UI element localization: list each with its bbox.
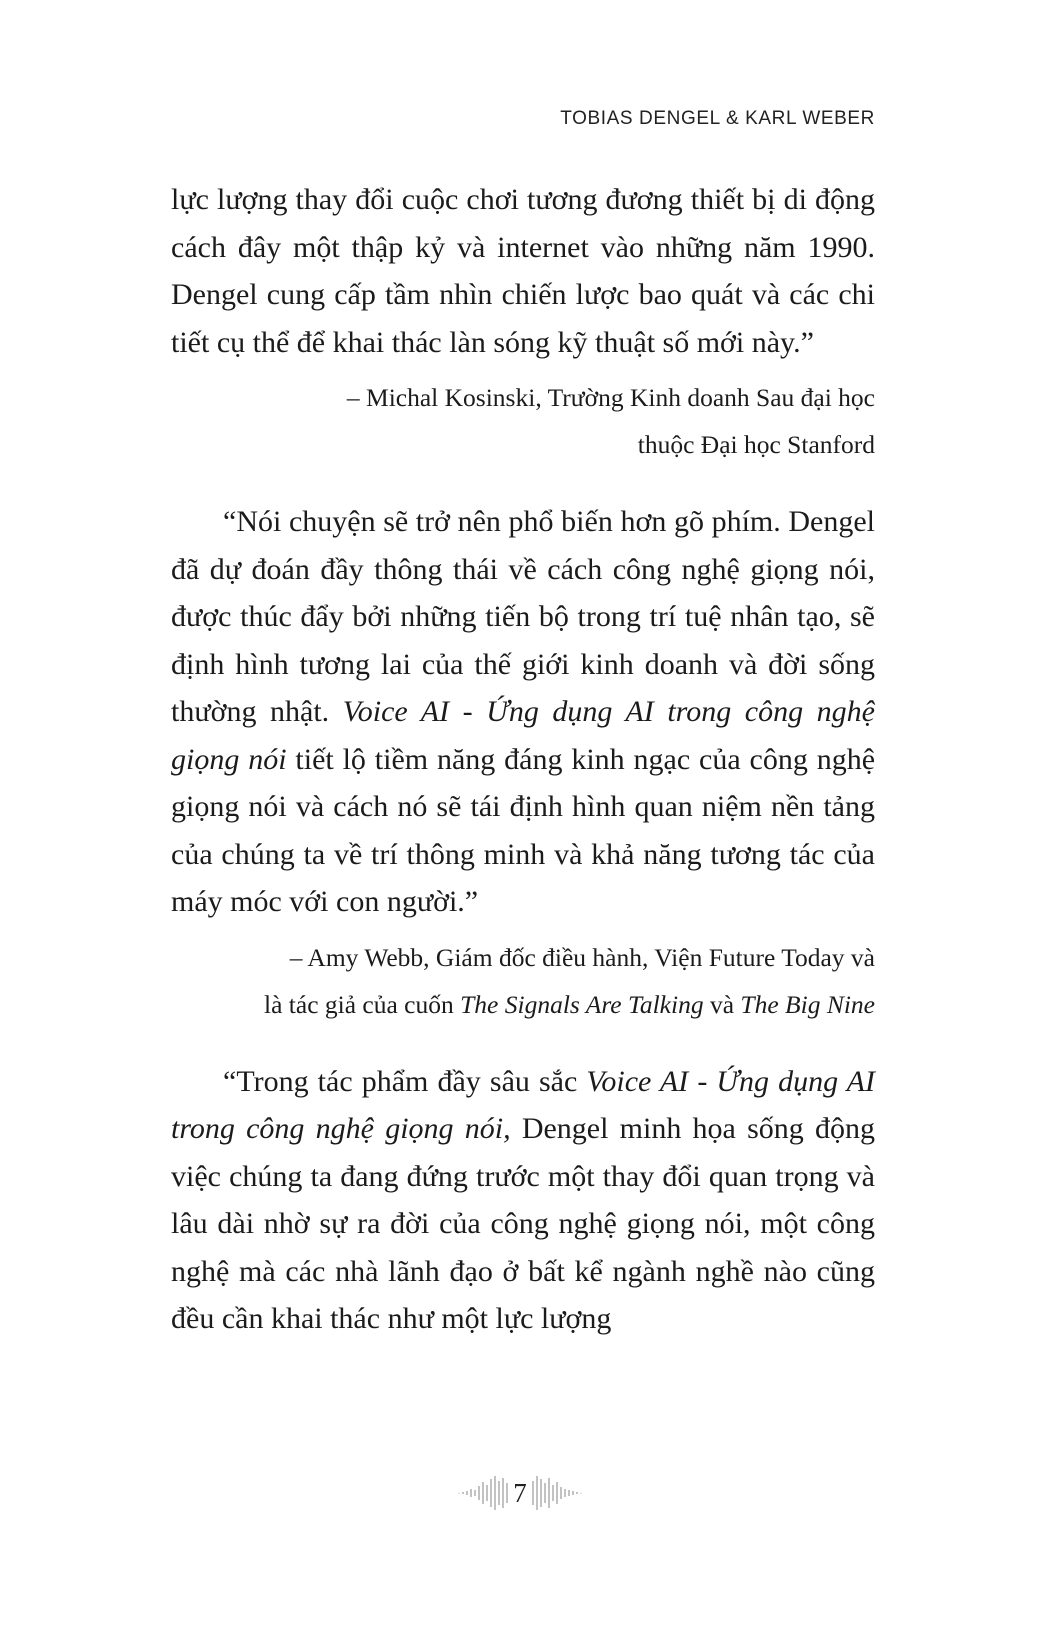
quote-2-book-title: Voice AI - Ứng dụng AI trong công nghệ giọng nói <box>171 695 876 776</box>
quote-1-attribution-line1: – Michal Kosinski, Trường Kinh doanh Sau đại học <box>346 383 875 412</box>
soundwave-icon <box>457 1473 509 1513</box>
quote-2-attribution-book1: The Signals Are Talking <box>460 989 704 1019</box>
quote-3-book-title: Voice AI - Ứng dụng AI trong công nghệ giọng nói, <box>171 1064 875 1145</box>
page-footer <box>0 1466 1040 1520</box>
quote-2-attribution-prefix: là tác giả của cuốn <box>264 989 461 1019</box>
quote-2-text-part2: tiết lộ tiềm năng đáng kinh ngạc của công nghệ giọng nói và cách nó sẽ tái định hình quan niệm nền tảng của chúng ta về trí thông minh và khả năng tương tác của máy móc với con người.” <box>171 742 876 918</box>
quote-3-text-part1: “Trong tác phẩm đầy sâu sắc <box>223 1064 587 1098</box>
soundwave-icon <box>531 1473 583 1513</box>
quote-2-text-part1: “Nói chuyện sẽ trở nên phổ biến hơn gõ phím. Dengel đã dự đoán đầy thông thái về cách công nghệ giọng nói, được thúc đẩy bởi những tiến bộ trong trí tuệ nhân tạo, sẽ định hình tương lai của thế giới kinh doanh và đời sống thường nhật. <box>171 505 875 728</box>
quote-2-attribution-conj: và <box>703 989 741 1019</box>
quote-3-text-part2: Dengel minh họa sống động việc chúng ta đang đứng trước một thay đổi quan trọng và lâu dài nhờ sự ra đời của công nghệ giọng nói, một công nghệ mà các nhà lãnh đạo ở bất kể ngành nghề nào cũng đều cần khai thác như một lực lượng <box>171 1112 875 1335</box>
quote-2-attribution-line1: – Amy Webb, Giám đốc điều hành, Viện Future Today và <box>289 942 875 972</box>
quote-2-attribution-book2: The Big Nine <box>740 989 875 1019</box>
page-body <box>171 176 875 1343</box>
quote-1-text: lực lượng thay đổi cuộc chơi tương đương thiết bị di động cách đây một thập kỷ và internet vào những năm 1990. Dengel cung cấp tầm nhìn chiến lược bao quát và các chi tiết cụ thể để khai thác làn sóng kỹ thuật số mới này.” <box>171 183 875 359</box>
quote-2-attribution-line2 <box>171 981 875 1028</box>
quote-1-attribution-line2: thuộc Đại học Stanford <box>637 430 875 459</box>
page-number: 7 <box>513 1477 527 1508</box>
quote-2-text <box>171 498 875 926</box>
quote-1-attribution <box>171 374 875 468</box>
running-header: TOBIAS DENGEL & KARL WEBER <box>560 108 875 129</box>
quote-2-attribution <box>171 934 875 1028</box>
quote-3-text <box>171 1058 875 1343</box>
